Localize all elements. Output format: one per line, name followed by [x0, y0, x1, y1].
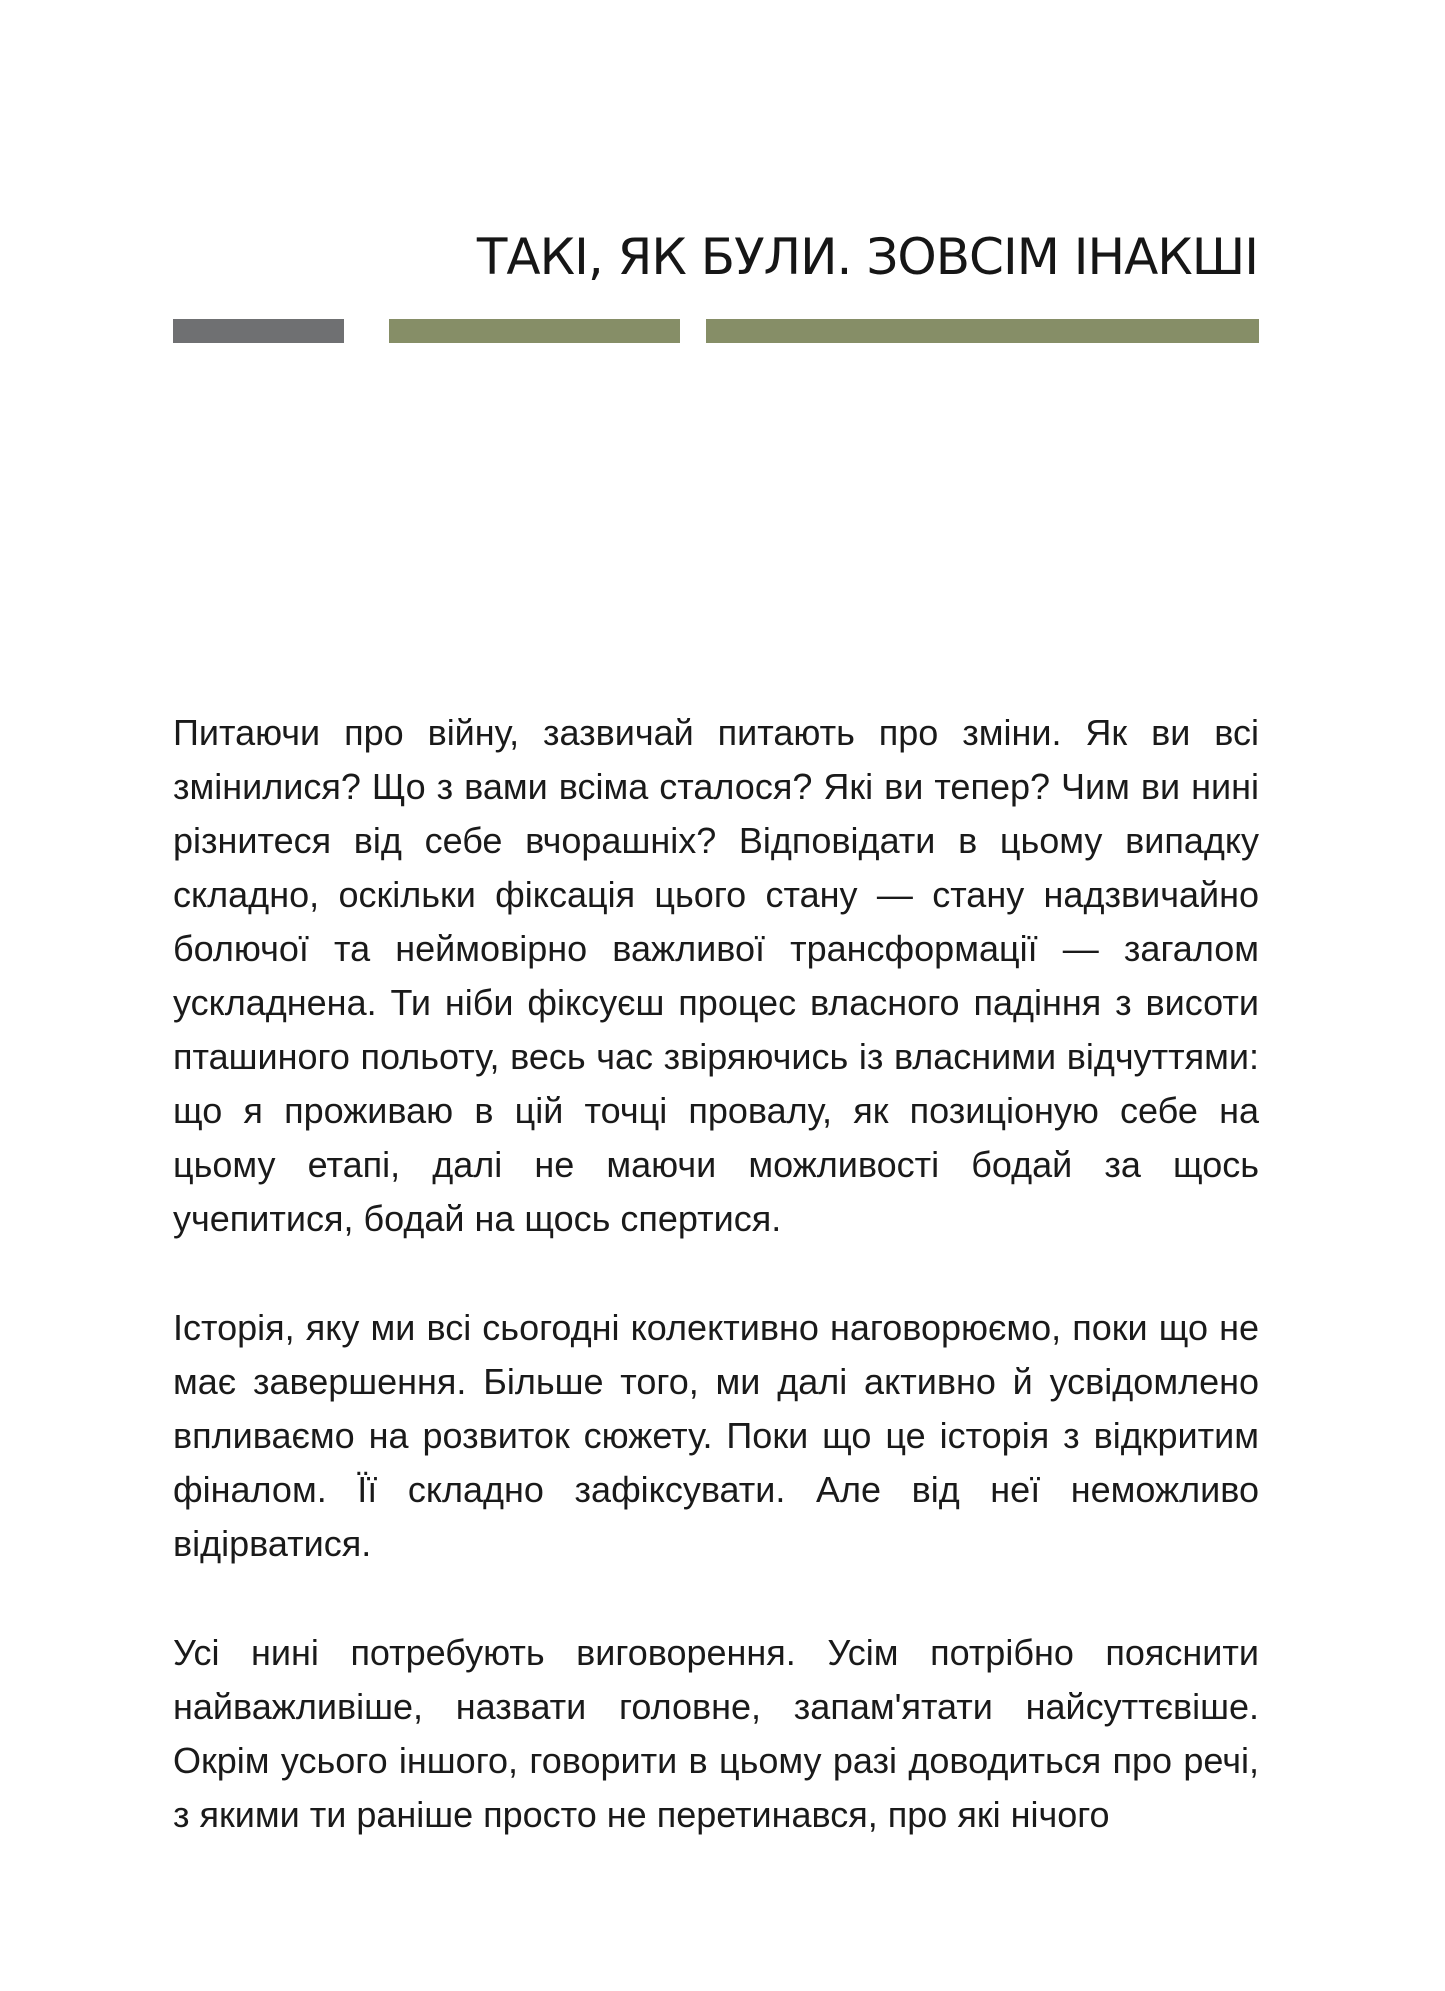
paragraph: Питаючи про війну, зазвичай питають про зміни. Як ви всі змінилися? Що з вами всіма сталося? Які ви тепер? Чим ви нині різнитеся від себе вчорашніх? Відповідати в цьому випадку складно, оскільки фіксація цього стану — стану надзвичайно болючої та неймовірно важливої трансформації — загалом ускладнена. Ти ніби фіксуєш процес власного падіння з висоти пташиного польоту, весь час звіряючись із власними відчуттями: що я проживаю в цій точці провалу, як позиціоную себе на цьому етапі, далі не маючи можливості бодай за щось учепитися, бодай на щось спертися. [173, 712, 1259, 1239]
body-text [173, 706, 1259, 1897]
paragraph: Усі нині потребують виговорення. Усім потрібно пояснити найважливіше, назвати головне, запам'ятати найсуттєвіше. Окрім усього іншого, говорити в цьому разі доводиться про речі, з якими ти раніше просто не перетинався, про які нічого [173, 1632, 1259, 1835]
chapter-title: ТАКІ, ЯК БУЛИ. ЗОВСІМ ІНАКШІ [476, 228, 1258, 286]
paragraph: Історія, яку ми всі сьогодні колективно наговорюємо, поки що не має завершення. Більше того, ми далі активно й усвідомлено впливаємо на розвиток сюжету. Поки що це історія з відкритим фіналом. Її складно зафіксувати. Але від неї неможливо відірватися. [173, 1307, 1259, 1564]
decor-bar-gray [173, 319, 344, 343]
decor-bar-olive-long [706, 319, 1259, 343]
decor-bar-olive-short [389, 319, 680, 343]
